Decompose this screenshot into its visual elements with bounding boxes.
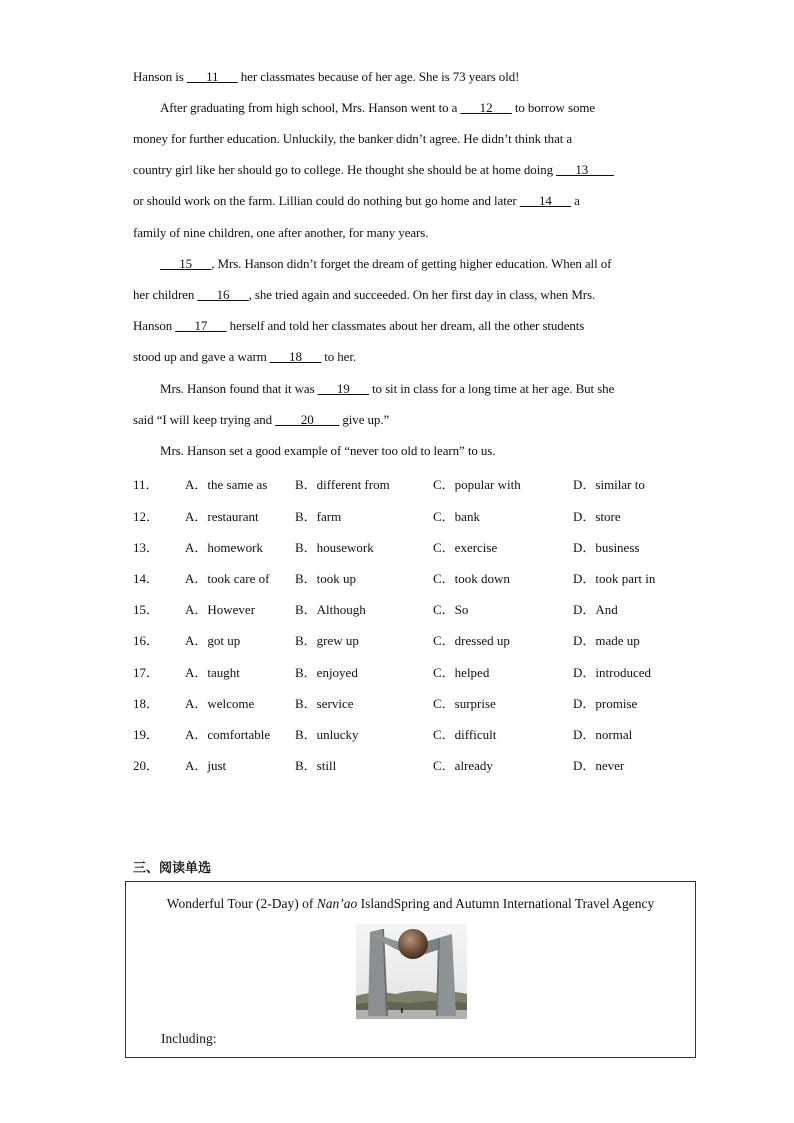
option-c: C．helped: [433, 665, 490, 680]
blank-14: ___14___: [519, 193, 571, 208]
blank-18: ___18___: [269, 349, 322, 364]
option-b: B．Although: [295, 602, 366, 617]
blank-13: ___13____: [556, 162, 614, 177]
option-a: A．got up: [185, 633, 241, 648]
option-c: C．So: [433, 602, 469, 617]
blank-19: ___19___: [317, 381, 369, 396]
option-d: D．promise: [573, 696, 638, 711]
option-a: A．taught: [185, 665, 240, 680]
passage-line: country girl like her should go to college. He thought she should be at home doing ___13____: [133, 162, 614, 177]
blank-16: ___16___: [197, 287, 249, 302]
option-b: B．farm: [295, 509, 342, 524]
option-a: A．restaurant: [185, 509, 259, 524]
option-c: C．dressed up: [433, 633, 510, 648]
option-a: A．took care of: [185, 571, 270, 586]
option-d: D．normal: [573, 727, 633, 742]
option-d: D．And: [573, 602, 618, 617]
advertisement-box: [125, 881, 696, 1058]
passage-line: family of nine children, one after another, for many years.: [133, 225, 429, 240]
option-d: D．store: [573, 509, 621, 524]
passage-line: or should work on the farm. Lillian could do nothing but go home and later ___14___ a: [133, 193, 580, 208]
option-d: D．took part in: [573, 571, 656, 586]
option-a: A．comfortable: [185, 727, 271, 742]
passage-line: Mrs. Hanson set a good example of “never too old to learn” to us.: [160, 443, 496, 458]
option-c: C．bank: [433, 509, 480, 524]
option-d: D．made up: [573, 633, 640, 648]
monument-photo: [356, 924, 467, 1019]
option-b: B．still: [295, 758, 337, 773]
option-d: D．business: [573, 540, 640, 555]
option-a: A．welcome: [185, 696, 255, 711]
passage-line: Hanson ___17___ herself and told her classmates about her dream, all the other students: [133, 318, 585, 333]
option-d: D．introduced: [573, 665, 651, 680]
option-a: A．homework: [185, 540, 263, 555]
question-18: 18． A．welcome B．service C．surprise D．promise: [133, 693, 693, 711]
blank-12: ___12___: [460, 100, 512, 115]
option-c: C．popular with: [433, 477, 521, 492]
option-b: B．enjoyed: [295, 665, 358, 680]
blank-20: ____20____: [275, 412, 340, 427]
passage-line: money for further education. Unluckily, the banker didn’t agree. He didn’t think that a: [133, 131, 573, 146]
passage-line: her children ___16___, she tried again and succeeded. On her first day in class, when Mrs.: [133, 287, 596, 302]
option-b: B．grew up: [295, 633, 359, 648]
option-a: A．However: [185, 602, 256, 617]
question-12: 12． A．restaurant B．farm C．bank D．store: [133, 506, 693, 524]
option-a: A．just: [185, 758, 227, 773]
question-13: 13． A．homework B．housework C．exercise D．business: [133, 537, 693, 555]
option-c: C．already: [433, 758, 493, 773]
option-b: B．housework: [295, 540, 374, 555]
passage-line: stood up and gave a warm ___18___ to her.: [133, 349, 357, 364]
question-11: 11． A．the same as B．different from C．popular with D．similar to: [133, 474, 693, 492]
option-b: B．different from: [295, 477, 390, 492]
blank-17: ___17___: [175, 318, 227, 333]
option-c: C．exercise: [433, 540, 498, 555]
question-16: 16． A．got up B．grew up C．dressed up D．made up: [133, 630, 693, 648]
question-17: 17． A．taught B．enjoyed C．helped D．introduced: [133, 662, 693, 680]
option-b: B．service: [295, 696, 354, 711]
option-b: B．took up: [295, 571, 357, 586]
option-b: B．unlucky: [295, 727, 359, 742]
including-label: Including:: [161, 1031, 217, 1046]
option-c: C．difficult: [433, 727, 497, 742]
option-d: D．similar to: [573, 477, 645, 492]
question-15: 15． A．However B．Although C．So D．And: [133, 599, 693, 617]
question-19: 19． A．comfortable B．unlucky C．difficult D．normal: [133, 724, 693, 742]
question-14: 14． A．took care of B．took up C．took down D．took part in: [133, 568, 693, 586]
passage-line: said “I will keep trying and ____20____ give up.”: [133, 412, 390, 427]
option-a: A．the same as: [185, 477, 268, 492]
option-d: D．never: [573, 758, 625, 773]
option-c: C．surprise: [433, 696, 496, 711]
question-20: 20． A．just B．still C．already D．never: [133, 755, 693, 773]
section-heading: 三、阅读单选: [133, 861, 212, 876]
option-c: C．took down: [433, 571, 510, 586]
passage-line: ___15___, Mrs. Hanson didn’t forget the dream of getting higher education. When all of: [160, 256, 612, 271]
passage-line: Hanson is ___11___ her classmates because of her age. She is 73 years old!: [133, 69, 520, 84]
blank-11: ___11___: [186, 69, 238, 84]
passage-line: After graduating from high school, Mrs. Hanson went to a ___12___ to borrow some: [160, 100, 596, 115]
advertisement-title: Wonderful Tour (2-Day) of Nan’ao IslandSpring and Autumn International Travel Agency: [166, 896, 655, 911]
blank-15: ___15___: [160, 256, 212, 271]
passage-line: Mrs. Hanson found that it was ___19___ to sit in class for a long time at her age. But she: [160, 381, 615, 396]
